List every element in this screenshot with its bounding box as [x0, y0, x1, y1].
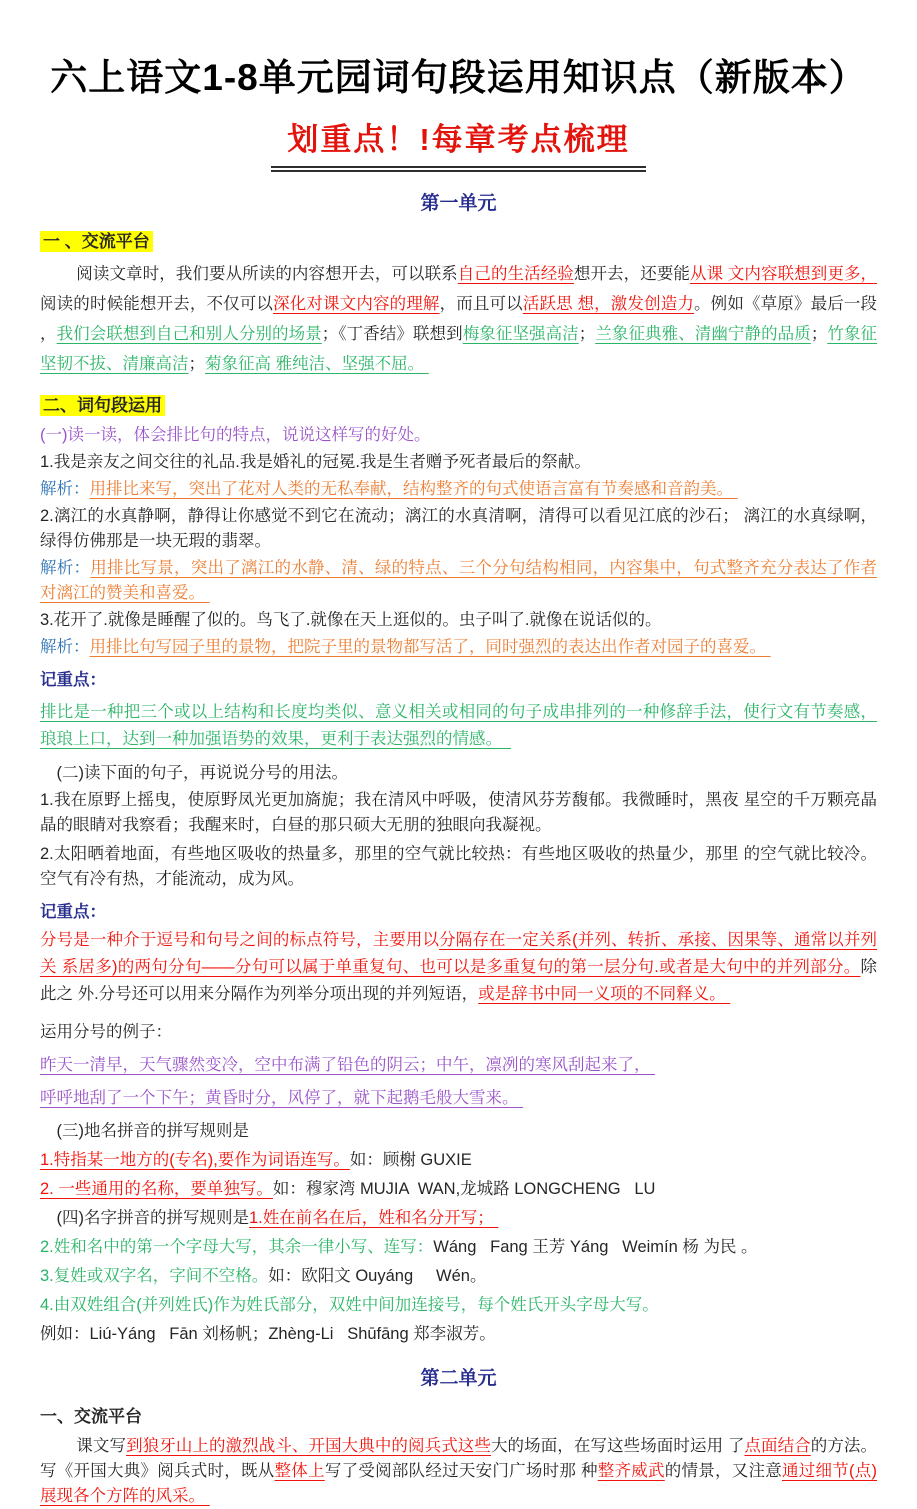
text-run: (四)名字拼音的拼写规则是: [56, 1209, 249, 1228]
section-header-ciju-duan: [40, 391, 877, 416]
text-run: 3.花开了.就像是睡醒了似的。鸟飞了.就像在天上逛似的。虫子叫了.就像在说话似的。: [40, 611, 662, 630]
text-run: 写了受阅部队经过天安门广场时那 种: [324, 1462, 598, 1481]
text-run: 运用分号的例子：: [40, 1023, 172, 1042]
text-run: 例如：Liú-Yáng Fān 刘杨帆；Zhèng-Li Shūfāng 郑李淑芳。: [40, 1325, 496, 1344]
para-mingzi-rule-label: [40, 1206, 877, 1231]
page-subtitle: 划重点！!每章考点梳理: [271, 114, 645, 172]
text-run: 用排比来写，突出了花对人类的无私奉献，结构整齐的句式使语言富有节奏感和音韵美。: [89, 480, 738, 499]
section-header-jiaoliu-pingtai-1: [40, 227, 877, 252]
text-run: Wáng Fang 王芳 Yáng Weimín 杨 为民 。: [433, 1238, 758, 1257]
text-run: 2.姓和名中的第一个字母大写，其余一律小写、连写：: [40, 1238, 434, 1257]
text-run: 课文写: [76, 1437, 127, 1456]
text-run: 阅读文章时，我们要从所读的内容想开去，可以联系: [76, 265, 458, 284]
text-run: ；: [578, 325, 596, 344]
text-run: 1.特指某一地方的(专名),要作为词语连写。: [40, 1151, 350, 1170]
text-run: 如：顾榭 GUXIE: [349, 1151, 472, 1170]
para-read-paibiju: [40, 423, 877, 448]
para-read-fenhao: [40, 761, 877, 786]
text-run: (三)地名拼音的拼写规则是: [56, 1122, 249, 1141]
para-diming-rule-2: [40, 1177, 877, 1202]
para-jizhongdian-1: [40, 668, 877, 693]
text-run: 解析：: [40, 638, 90, 657]
text-run: 大的场面，在写这些场面时运用 了: [490, 1437, 745, 1456]
text-run: 通过细节(点)展现各个方阵的风采。: [40, 1462, 878, 1506]
text-run: 从课 文内容联想到更多，: [690, 265, 878, 284]
text-run: 分号是一种介于逗号和句号之间的标点符号，主要用以: [40, 931, 440, 950]
para-fenhao-example-2: [40, 1086, 877, 1111]
text-run: 第二单元: [420, 1368, 497, 1390]
para-fenhao-item-2: [40, 842, 877, 892]
document-page: [0, 56, 917, 1509]
para-fenhao-example-1: [40, 1053, 877, 1078]
para-fenhao-example-label: [40, 1020, 877, 1045]
para-diming-rule-1: [40, 1148, 877, 1173]
para-diming-rule-label: [40, 1119, 877, 1144]
text-run: 1.姓在前名在后，姓和名分开写；: [249, 1209, 499, 1228]
text-run: 除此之 外.分号还可以用来分隔作为列举分项出现的并列短语，: [40, 958, 877, 1004]
text-run: 分隔存在一定关系(并列、转折、承接、因果等、通常以并列关 系居多)的两句分句——分句可以属于单重复句、也可以是多重复句的第一层分句.或者是大句中的并列部分。: [40, 931, 877, 977]
para-mingzi-rule-4: [40, 1293, 877, 1318]
para-mingzi-example: [40, 1322, 877, 1347]
document-body: [40, 188, 882, 1509]
para-mingzi-rule-3: [40, 1264, 877, 1289]
text-run: 竹象征坚韧不拔、清廉高洁: [40, 325, 878, 374]
text-run: 呼呼地刮了一个下午；黄昏时分，风停了，就下起鹅毛般大雪来。: [40, 1089, 524, 1108]
text-run: ；: [188, 355, 205, 374]
para-paibi-item-1: [40, 450, 877, 475]
text-run: (一)读一读，体会排比句的特点，说说这样写的好处。: [40, 426, 431, 445]
text-run: 排比是一种把三个或以上结构和长度均类似、意义相关或相同的句子成串排列的一种修辞手法，使行文有节奏感，琅琅上口，达到一种加强语势的效果，更利于表达强烈的情感。: [40, 703, 877, 749]
text-run: 2.太阳晒着地面，有些地区吸收的热量多，那里的空气就比较热：有些地区吸收的热量少，那里 的空气就比较冷。空气有冷有热，才能流动，成为风。: [40, 845, 877, 889]
text-run: 用排比句写园子里的景物，把院子里的景物都写活了，同时强烈的表达出作者对园子的喜爱。: [89, 638, 771, 657]
text-run: 用排比写景，突出了漓江的水静、清、绿的特点、三个分句结构相同，内容集中，句式整齐充分表达了作者对漓江的赞美和喜爱。: [40, 559, 878, 603]
para-unit2-jiaoliu: [40, 1434, 877, 1509]
text-run: 二、词句段运用: [40, 395, 165, 416]
text-run: ；: [810, 325, 828, 344]
text-run: 。例如《草原》最后一段 ，: [40, 295, 882, 344]
para-paibi-definition: [40, 699, 877, 753]
text-run: 到狼牙山上的激烈战斗、开国大典中的阅兵式这些: [126, 1437, 491, 1456]
text-run: 如：欧阳文 Ouyáng Wén。: [268, 1267, 487, 1286]
text-run: 或是辞书中同一义项的不同释义。: [478, 985, 731, 1004]
unit-1-heading: [40, 188, 877, 215]
text-run: 2. 一些通用的名称，要单独写。: [40, 1180, 273, 1199]
text-run: 3.复姓或双字名，字间不空格。: [40, 1267, 269, 1286]
text-run: 第一单元: [420, 193, 497, 215]
text-run: 活跃思 想，激发创造力: [522, 295, 695, 314]
text-run: 1.我是亲友之间交往的礼品.我是婚礼的冠冕.我是生者赠予死者最后的祭献。: [40, 453, 591, 472]
text-run: 记重点：: [40, 903, 106, 922]
text-run: 整体上: [274, 1462, 325, 1481]
text-run: 一 、交流平台: [40, 231, 153, 252]
para-paibi-item-2: [40, 504, 877, 554]
text-run: 1.我在原野上摇曳，使原野凤光更加旖旎；我在清风中呼吸，使清风芬芳馥郁。我微睡时，黑夜 星空的千万颗亮晶晶的眼睛对我察看；我醒来时，白昼的那只硕大无朋的独眼向我凝视。: [40, 791, 877, 835]
para-mingzi-rule-2: [40, 1235, 877, 1260]
text-run: 自己的生活经验: [457, 265, 574, 284]
text-run: 阅读的时候能想开去，不仅可以: [40, 295, 274, 314]
text-run: 解析：: [40, 559, 91, 578]
text-run: 如：穆家湾 MUJIA WAN,龙城路 LONGCHENG LU: [272, 1180, 656, 1199]
text-run: 整齐威武: [597, 1462, 665, 1481]
text-run: 梅象征坚强高洁: [462, 325, 579, 344]
text-run: 想开去，还要能: [573, 265, 690, 284]
text-run: 4.由双姓组合(并列姓氏)作为姓氏部分，双姓中间加连接号，每个姓氏开头字母大写。: [40, 1296, 659, 1315]
text-run: 的方法。写《开国大典》阅兵式时，既从: [40, 1437, 878, 1481]
text-run: (二)读下面的句子，再说说分号的用法。: [56, 764, 348, 783]
para-fenhao-definition: [40, 927, 877, 1008]
text-run: 我们会联想到自己和别人分别的场景: [56, 325, 322, 344]
text-run: 昨天一清早，天气骤然变冷，空中布满了铅色的阴云；中午，凛冽的寒风刮起来了，: [40, 1056, 656, 1075]
text-run: ；《丁香结》联想到: [321, 325, 463, 344]
page-subtitle-row: [40, 114, 877, 172]
para-jiexi-2: [40, 556, 877, 606]
text-run: 兰象征典雅、清幽宁静的品质: [595, 325, 811, 344]
text-run: 的情景，又注意: [664, 1462, 782, 1481]
text-run: 2.漓江的水真静啊，静得让你感觉不到它在流动；漓江的水真清啊，清得可以看见江底的沙石； 漓江的水真绿啊，绿得仿佛那是一块无瑕的翡翠。: [40, 507, 877, 551]
para-jiexi-3: [40, 635, 877, 660]
text-run: 解析：: [40, 480, 90, 499]
para-jizhongdian-2: [40, 900, 877, 925]
text-run: 记重点：: [40, 671, 106, 690]
text-run: 菊象征高 雅纯洁、坚强不屈。: [205, 355, 429, 374]
para-jiexi-1: [40, 477, 877, 502]
text-run: 一、交流平台: [40, 1407, 142, 1427]
text-run: 点面结合: [744, 1437, 811, 1456]
text-run: ，而且可以: [439, 295, 523, 314]
page-title: 六上语文1-8单元园词句段运用知识点（新版本）: [50, 57, 867, 98]
para-unit1-jiaoliu: [40, 259, 882, 379]
para-fenhao-item-1: [40, 788, 877, 838]
section-header-jiaoliu-pingtai-2: [40, 1402, 877, 1427]
text-run: 深化对课文内容的理解: [273, 295, 440, 314]
unit-2-heading: [40, 1363, 877, 1390]
para-paibi-item-3: [40, 608, 877, 633]
